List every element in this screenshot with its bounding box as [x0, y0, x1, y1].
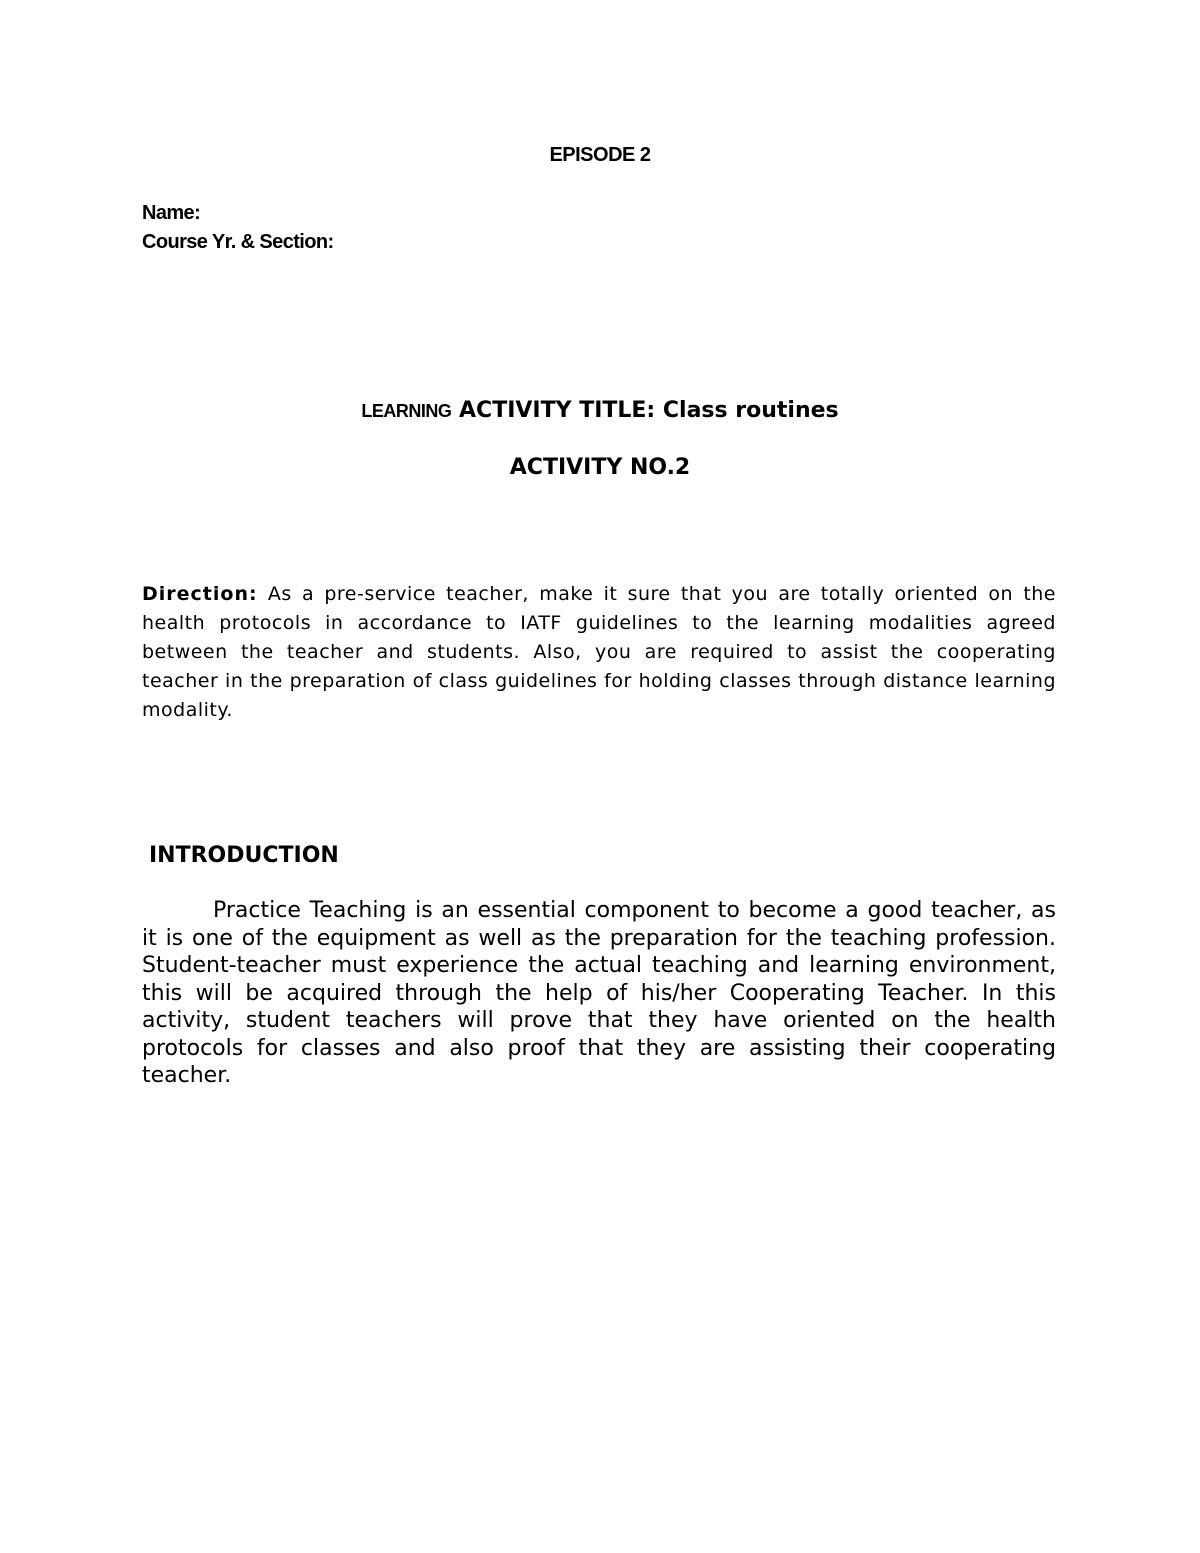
direction-paragraph [142, 580, 1056, 725]
name-label: Name: [142, 202, 201, 224]
activity-number: ACTIVITY NO.2 [509, 455, 691, 480]
introduction-heading: INTRODUCTION [149, 843, 339, 868]
direction-text: As a pre-service teacher, make it sure that you are totally oriented on the health protocols in accordance to IATF guidelines to the learning modalities agreed between the teacher and students. Also, you are required to assist the cooperating teacher in the preparation of class guidelines for holding classes through distance learning modality. [142, 583, 1056, 721]
introduction-body: Practice Teaching is an essential component to become a good teacher, as it is one of the equipment as well as the preparation for the teaching profession. Student-teacher must experience the actual teaching and learning environment, this will be acquired through the help of his/her Cooperating Teacher. In this activity, student teachers will prove that they have oriented on the health protocols for classes and also proof that they are assisting their cooperating teacher. [142, 898, 1056, 1088]
episode-heading: EPISODE 2 [549, 144, 651, 166]
activity-title [0, 398, 1200, 423]
direction-label: Direction: [142, 583, 258, 605]
activity-title-main: ACTIVITY TITLE: Class routines [459, 398, 839, 423]
course-section-label: Course Yr. & Section: [142, 231, 334, 253]
activity-title-prefix: LEARNING [361, 401, 452, 421]
